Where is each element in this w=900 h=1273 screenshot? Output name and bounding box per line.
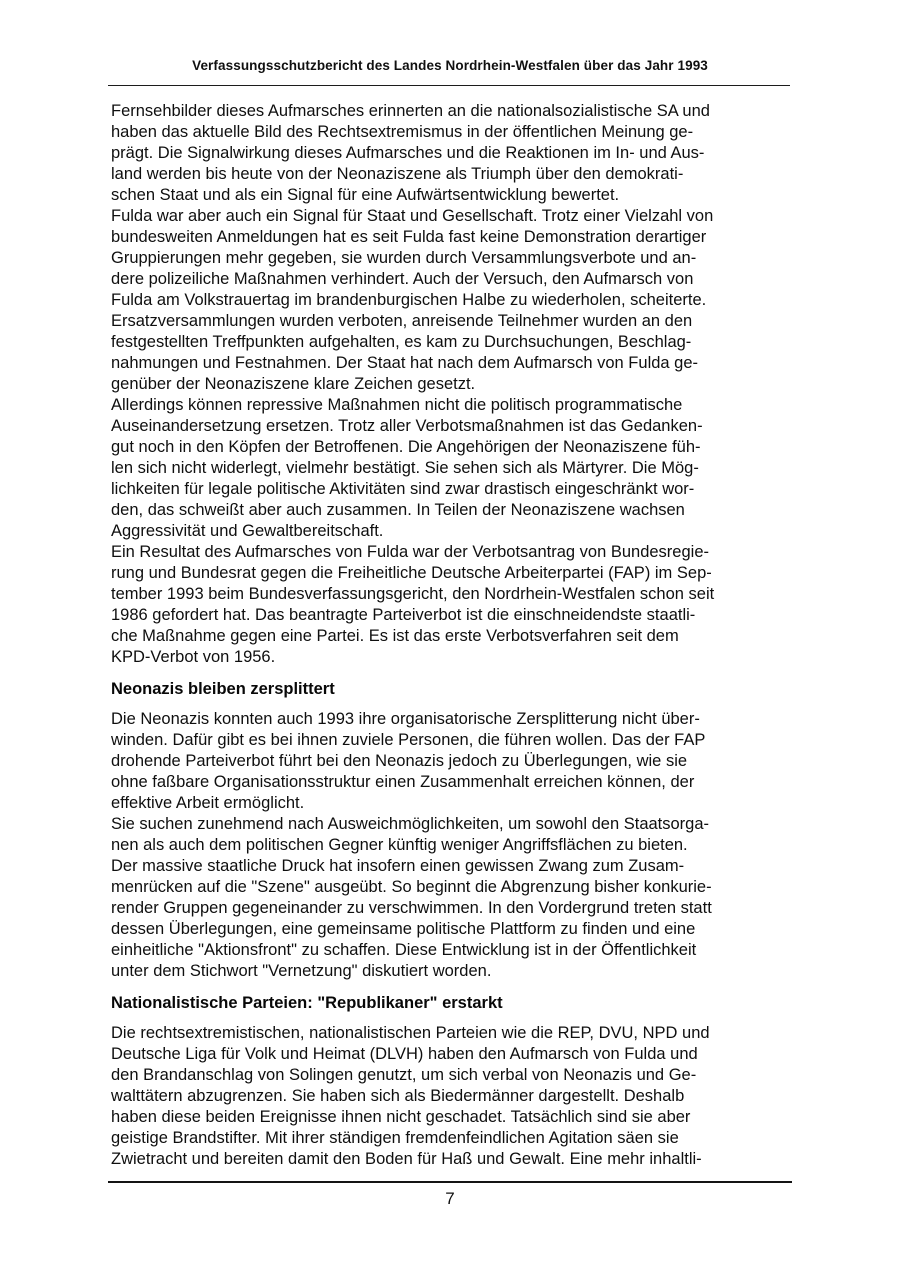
paragraph-line: rung und Bundesrat gegen die Freiheitliche Deutsche Arbeiterpartei (FAP) im Sep- — [111, 564, 712, 582]
paragraph-line: KPD-Verbot von 1956. — [111, 648, 276, 666]
paragraph-line: Auseinandersetzung ersetzen. Trotz aller Verbotsmaßnahmen ist das Gedanken- — [111, 417, 703, 435]
paragraph-line: Zwietracht und bereiten damit den Boden für Haß und Gewalt. Eine mehr inhaltli- — [111, 1150, 702, 1168]
paragraph-line: festgestellten Treffpunkten aufgehalten, es kam zu Durchsuchungen, Beschlag- — [111, 333, 692, 351]
paragraph-line: bundesweiten Anmeldungen hat es seit Fulda fast keine Demonstration derartiger — [111, 228, 707, 246]
paragraph-line: land werden bis heute von der Neonaziszene als Triumph über den demokrati- — [111, 165, 684, 183]
paragraph-line: walttätern abzugrenzen. Sie haben sich als Biedermänner dargestellt. Deshalb — [111, 1087, 685, 1105]
paragraph-line: Die rechtsextremistischen, nationalistischen Parteien wie die REP, DVU, NPD und — [111, 1024, 710, 1042]
paragraph-line: che Maßnahme gegen eine Partei. Es ist das erste Verbotsverfahren seit dem — [111, 627, 679, 645]
paragraph-line: dessen Überlegungen, eine gemeinsame politische Plattform zu finden und eine — [111, 920, 696, 938]
paragraph-line: Gruppierungen mehr gegeben, sie wurden durch Versammlungsverbote und an- — [111, 249, 697, 267]
page-header — [0, 0, 900, 73]
paragraph-line: lichkeiten für legale politische Aktivitäten sind zwar drastisch eingeschränkt wor- — [111, 480, 695, 498]
paragraph-line: genüber der Neonaziszene klare Zeichen gesetzt. — [111, 375, 476, 393]
paragraph-line: 1986 gefordert hat. Das beantragte Parteiverbot ist die einschneidendste staatli- — [111, 606, 696, 624]
paragraph-line: haben das aktuelle Bild des Rechtsextremismus in der öffentlichen Meinung ge- — [111, 123, 694, 141]
paragraph-line: schen Staat und als ein Signal für eine Aufwärtsentwicklung bewertet. — [111, 186, 620, 204]
paragraph-line: winden. Dafür gibt es bei ihnen zuviele Personen, die führen wollen. Das der FAP — [111, 731, 706, 749]
footer-rule — [108, 1181, 792, 1183]
paragraph-line: Aggressivität und Gewaltbereitschaft. — [111, 522, 384, 540]
paragraph-line: nahmungen und Festnahmen. Der Staat hat nach dem Aufmarsch von Fulda ge- — [111, 354, 699, 372]
paragraph-line: tember 1993 beim Bundesverfassungsgericht, den Nordrhein-Westfalen schon seit — [111, 585, 715, 603]
paragraph-line: den Brandanschlag von Solingen genutzt, um sich verbal von Neonazis und Ge- — [111, 1066, 697, 1084]
paragraph-line: render Gruppen gegeneinander zu verschwimmen. In den Vordergrund treten statt — [111, 899, 712, 917]
running-header-title: Verfassungsschutzbericht des Landes Nordrhein-Westfalen über das Jahr 1993 — [192, 58, 708, 73]
paragraph-line: len sich nicht widerlegt, vielmehr bestätigt. Sie sehen sich als Märtyrer. Die Mög- — [111, 459, 699, 477]
section-heading: Nationalistische Parteien: "Republikaner" erstarkt — [111, 994, 503, 1012]
paragraph-line: Der massive staatliche Druck hat insofern einen gewissen Zwang zum Zusam- — [111, 857, 685, 875]
paragraph-line: menrücken auf die "Szene" ausgeübt. So beginnt die Abgrenzung bisher konkurie- — [111, 878, 712, 896]
paragraph-line: effektive Arbeit ermöglicht. — [111, 794, 305, 812]
paragraph-line: Die Neonazis konnten auch 1993 ihre organisatorische Zersplitterung nicht über- — [111, 710, 700, 728]
paragraph-line: Sie suchen zunehmend nach Ausweichmöglichkeiten, um sowohl den Staatsorga- — [111, 815, 710, 833]
paragraph-line: Deutsche Liga für Volk und Heimat (DLVH) haben den Aufmarsch von Fulda und — [111, 1045, 698, 1063]
paragraph-line: prägt. Die Signalwirkung dieses Aufmarsches und die Reaktionen im In- und Aus- — [111, 144, 705, 162]
paragraph-line: Ersatzversammlungen wurden verboten, anreisende Teilnehmer wurden an den — [111, 312, 693, 330]
paragraph-line: dere polizeiliche Maßnahmen verhindert. Auch der Versuch, den Aufmarsch von — [111, 270, 694, 288]
paragraph-line: nen als auch dem politischen Gegner künftig weniger Angriffsflächen zu bieten. — [111, 836, 688, 854]
paragraph-line: den, das schweißt aber auch zusammen. In Teilen der Neonaziszene wachsen — [111, 501, 685, 519]
paragraph — [111, 101, 801, 668]
document-body — [111, 101, 801, 1170]
paragraph-line: einheitliche "Aktionsfront" zu schaffen. Diese Entwicklung ist in der Öffentlichkeit — [111, 941, 697, 959]
paragraph-line: ohne faßbare Organisationsstruktur einen Zusammenhalt erreichen können, der — [111, 773, 695, 791]
paragraph-line: Fulda am Volkstrauertag im brandenburgischen Halbe zu wiederholen, scheiterte. — [111, 291, 707, 309]
paragraph-line: geistige Brandstifter. Mit ihrer ständigen fremdenfeindlichen Agitation säen sie — [111, 1129, 679, 1147]
paragraph-line: unter dem Stichwort "Vernetzung" diskutiert worden. — [111, 962, 492, 980]
section-heading: Neonazis bleiben zersplittert — [111, 680, 335, 698]
paragraph — [111, 709, 801, 982]
header-rule — [108, 85, 790, 86]
paragraph-line: haben diese beiden Ereignisse ihnen nicht geschadet. Tatsächlich sind sie aber — [111, 1108, 691, 1126]
paragraph — [111, 1023, 801, 1170]
paragraph-line: drohende Parteiverbot führt bei den Neonazis jedoch zu Überlegungen, wie sie — [111, 752, 688, 770]
paragraph-line: gut noch in den Köpfen der Betroffenen. Die Angehörigen der Neonaziszene füh- — [111, 438, 701, 456]
page-number: 7 — [445, 1189, 455, 1208]
paragraph-line: Ein Resultat des Aufmarsches von Fulda war der Verbotsantrag von Bundesregie- — [111, 543, 709, 561]
paragraph-line: Allerdings können repressive Maßnahmen nicht die politisch programmatische — [111, 396, 683, 414]
paragraph-line: Fulda war aber auch ein Signal für Staat und Gesellschaft. Trotz einer Vielzahl von — [111, 207, 714, 225]
paragraph-line: Fernsehbilder dieses Aufmarsches erinnerten an die nationalsozialistische SA und — [111, 102, 710, 120]
